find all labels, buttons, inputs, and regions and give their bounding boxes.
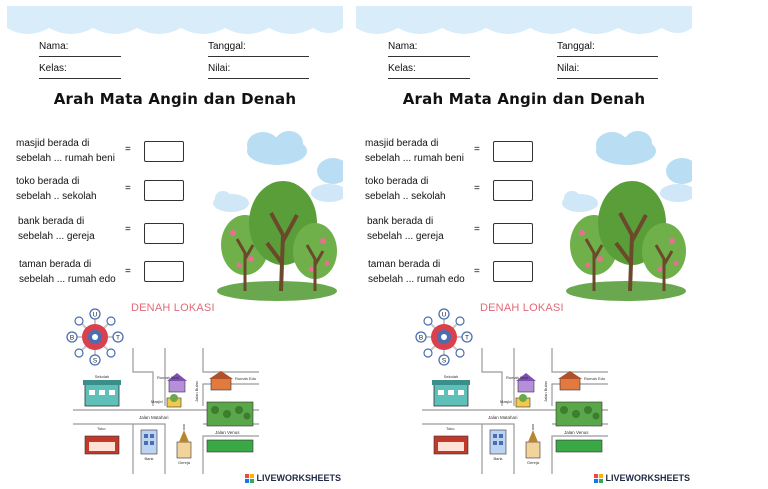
street-venus-label: Jalan Venus — [215, 430, 240, 435]
answer-box-4[interactable] — [493, 261, 533, 282]
park-icon — [207, 402, 253, 426]
class-field-label: Kelas: — [388, 63, 416, 74]
answer-box-2[interactable] — [493, 180, 533, 201]
church-icon — [177, 424, 191, 458]
edo-house-label: Rumah Edo — [584, 376, 606, 381]
beni-house-label: Rumah Beni — [506, 375, 529, 380]
date-underline[interactable] — [557, 56, 658, 57]
brand-name: LIVEWORKSHEETS — [605, 473, 690, 483]
svg-text:T: T — [116, 334, 120, 342]
cloud-icon — [247, 131, 307, 165]
name-underline[interactable] — [388, 56, 470, 57]
question-2-line1: toko berada di — [16, 176, 80, 187]
bank-icon — [141, 430, 157, 454]
compass-east — [113, 332, 123, 342]
edo-house-icon — [558, 371, 582, 390]
class-underline[interactable] — [39, 78, 121, 79]
question-3-line2: sebelah ... gereja — [367, 231, 444, 242]
street-matahari-label: Jalan Matahari — [488, 415, 518, 420]
compass-west — [416, 332, 426, 342]
question-2 — [16, 174, 136, 204]
date-field-label: Tanggal: — [557, 41, 595, 52]
school-label: Sekolah — [94, 374, 110, 379]
beni-house-label: Rumah Beni — [157, 375, 180, 380]
question-1-line1: masjid berada di — [16, 138, 90, 149]
equals-sign-3: = — [125, 224, 131, 235]
street-bulan-label: Jalan Bulan — [543, 381, 548, 402]
question-1-line1: masjid berada di — [365, 138, 439, 149]
park-icon — [556, 402, 602, 426]
equals-sign-1: = — [125, 144, 131, 155]
class-field-label: Kelas: — [39, 63, 67, 74]
question-2 — [365, 174, 485, 204]
equals-sign-4: = — [125, 266, 131, 277]
name-field-label: Nama: — [39, 41, 69, 52]
cloud-icon — [596, 131, 656, 165]
answer-box-3[interactable] — [493, 223, 533, 244]
worksheet-page-left — [7, 6, 343, 489]
liveworksheets-logo-icon — [594, 474, 603, 483]
question-4-line2: sebelah ... rumah edo — [19, 274, 116, 285]
question-3-line2: sebelah ... gereja — [18, 231, 95, 242]
question-3 — [18, 214, 138, 244]
question-2-line1: toko berada di — [365, 176, 429, 187]
bank-label: Bank — [144, 456, 154, 461]
score-underline[interactable] — [208, 78, 309, 79]
shop-icon — [85, 436, 119, 454]
date-field-label: Tanggal: — [208, 41, 246, 52]
equals-sign-2: = — [474, 183, 480, 194]
church-label: Gereja — [177, 460, 191, 465]
bank-icon — [490, 430, 506, 454]
map-heading: DENAH LOKASI — [480, 302, 564, 314]
svg-text:U: U — [92, 311, 98, 319]
liveworksheets-logo-icon — [245, 474, 254, 483]
question-4 — [19, 257, 139, 287]
trees-illustration — [560, 123, 692, 303]
question-4-line1: taman berada di — [19, 259, 92, 270]
mosque-label: Masjid — [500, 399, 512, 404]
church-label: Gereja — [526, 460, 540, 465]
brand-name: LIVEWORKSHEETS — [256, 473, 341, 483]
school-building-icon — [432, 380, 470, 406]
map-heading: DENAH LOKASI — [131, 302, 215, 314]
school-building-icon — [83, 380, 121, 406]
answer-box-3[interactable] — [144, 223, 184, 244]
question-4-line1: taman berada di — [368, 259, 441, 270]
worksheet-title: Arah Mata Angin dan Denah — [402, 90, 646, 108]
compass-east — [462, 332, 472, 342]
street-bulan-label: Jalan Bulan — [194, 381, 199, 402]
worksheet-title: Arah Mata Angin dan Denah — [53, 90, 297, 108]
bank-label: Bank — [493, 456, 503, 461]
shop-label: Toko — [97, 426, 106, 431]
question-3-line1: bank berada di — [367, 216, 434, 227]
svg-text:U: U — [441, 311, 447, 319]
answer-box-4[interactable] — [144, 261, 184, 282]
mosque-icon — [167, 394, 181, 407]
question-4-line2: sebelah ... rumah edo — [368, 274, 465, 285]
name-field-label: Nama: — [388, 41, 418, 52]
church-icon — [526, 424, 540, 458]
score-field-label: Nilai: — [208, 63, 231, 74]
equals-sign-4: = — [474, 266, 480, 277]
answer-box-1[interactable] — [493, 141, 533, 162]
question-1-line2: sebelah ... rumah beni — [16, 153, 115, 164]
question-2-line2: sebelah .. sekolah — [16, 191, 97, 202]
answer-box-1[interactable] — [144, 141, 184, 162]
trees-illustration — [211, 123, 343, 303]
field-icon — [556, 440, 602, 452]
edo-house-label: Rumah Edo — [235, 376, 257, 381]
question-4 — [368, 257, 488, 287]
svg-text:B: B — [69, 334, 75, 342]
school-label: Sekolah — [443, 374, 459, 379]
score-field-label: Nilai: — [557, 63, 580, 74]
compass-north — [439, 309, 449, 319]
score-underline[interactable] — [557, 78, 658, 79]
question-2-line2: sebelah .. sekolah — [365, 191, 446, 202]
question-3-line1: bank berada di — [18, 216, 85, 227]
answer-box-2[interactable] — [144, 180, 184, 201]
worksheet-page-right — [356, 6, 692, 489]
shop-icon — [434, 436, 468, 454]
svg-text:S: S — [441, 357, 447, 365]
svg-text:B: B — [418, 334, 424, 342]
question-1 — [16, 136, 136, 166]
mosque-icon — [516, 394, 530, 407]
brand-footer[interactable] — [245, 473, 341, 483]
mosque-label: Masjid — [151, 399, 163, 404]
sky-banner — [356, 6, 692, 40]
svg-text:S: S — [92, 357, 98, 365]
compass-north — [90, 309, 100, 319]
brand-footer[interactable] — [594, 473, 690, 483]
location-map — [422, 344, 612, 476]
field-icon — [207, 440, 253, 452]
question-1 — [365, 136, 485, 166]
class-underline[interactable] — [388, 78, 470, 79]
location-map — [73, 344, 263, 476]
equals-sign-1: = — [474, 144, 480, 155]
date-underline[interactable] — [208, 56, 309, 57]
shop-label: Toko — [446, 426, 455, 431]
question-3 — [367, 214, 487, 244]
question-1-line2: sebelah ... rumah beni — [365, 153, 464, 164]
street-venus-label: Jalan Venus — [564, 430, 589, 435]
name-underline[interactable] — [39, 56, 121, 57]
compass-west — [67, 332, 77, 342]
equals-sign-3: = — [474, 224, 480, 235]
equals-sign-2: = — [125, 183, 131, 194]
sky-banner — [7, 6, 343, 40]
street-matahari-label: Jalan Matahari — [139, 415, 169, 420]
svg-text:T: T — [465, 334, 469, 342]
edo-house-icon — [209, 371, 233, 390]
